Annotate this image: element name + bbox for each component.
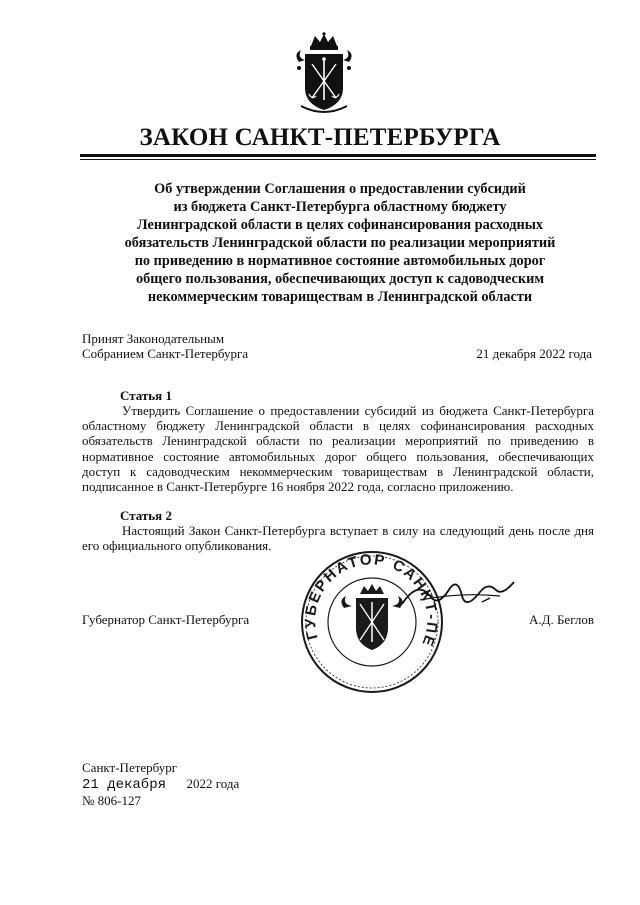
article-1-heading: Статья 1: [120, 388, 172, 403]
footer-block: [82, 760, 239, 809]
subject-line: Ленинградской области в целях софинансирования расходных: [136, 217, 544, 233]
subject-line: общего пользования, обеспечивающих доступ к садоводческим: [135, 271, 545, 287]
subject-line: некоммерческим товариществам в Ленинградской области: [147, 289, 533, 305]
footer-date-year: 2022 года: [186, 775, 240, 791]
governor-name: А.Д. Беглов: [528, 612, 594, 627]
seal-emblem-icon: [341, 584, 402, 650]
law-title: ЗАКОН САНКТ-ПЕТЕРБУРГА: [139, 124, 501, 151]
article-2-text: Настоящий Закон Санкт-Петербурга вступает в силу на следующий день после дня его официального опубликования.: [82, 523, 594, 554]
article-1-text: Утвердить Соглашение о предоставлении субсидий из бюджета Санкт-Петербурга областному бюджету Ленинградской области в целях софинансирования расходных обязательств Ленинградской области по реализации мероприятий по приведению в нормативное состояние автомобильных дорог общего пользования, обеспечивающих доступ к садоводческим некоммерческим товариществам в Ленинградской области, подписанное в Санкт-Петербурге 16 ноября 2022 года, согласно приложению.: [82, 403, 594, 495]
subject-line: по приведению в нормативное состояние автомобильных дорог: [134, 253, 546, 269]
footer-number: № 806-127: [82, 793, 141, 808]
footer-date-day-month: 21 декабря: [82, 776, 167, 793]
article-2-heading: Статья 2: [120, 508, 172, 523]
signature-mark: [400, 574, 518, 616]
adoption-line: Собранием Санкт-Петербурга: [82, 346, 249, 361]
adoption-line: Принят Законодательным: [82, 331, 225, 346]
emblem-icon: [293, 32, 355, 114]
subject-line: Об утверждении Соглашения о предоставлении субсидий: [154, 181, 526, 197]
governor-seal: [298, 548, 446, 696]
adoption-body: [82, 331, 248, 361]
governor-title: Губернатор Санкт-Петербурга: [82, 612, 250, 627]
footer-city: Санкт-Петербург: [82, 760, 178, 775]
law-subject: [95, 180, 585, 306]
subject-line: из бюджета Санкт-Петербурга областному бюджету: [173, 199, 507, 215]
subject-line: обязательств Ленинградской области по реализации мероприятий: [124, 235, 556, 251]
title-rule-thick: [80, 154, 596, 157]
adoption-date: 21 декабря 2022 года: [476, 346, 592, 361]
footer-date: [82, 776, 239, 794]
seal-text: ГУБЕРНАТОР САНКТ-ПЕ: [302, 551, 441, 651]
title-rule-thin: [80, 159, 596, 160]
